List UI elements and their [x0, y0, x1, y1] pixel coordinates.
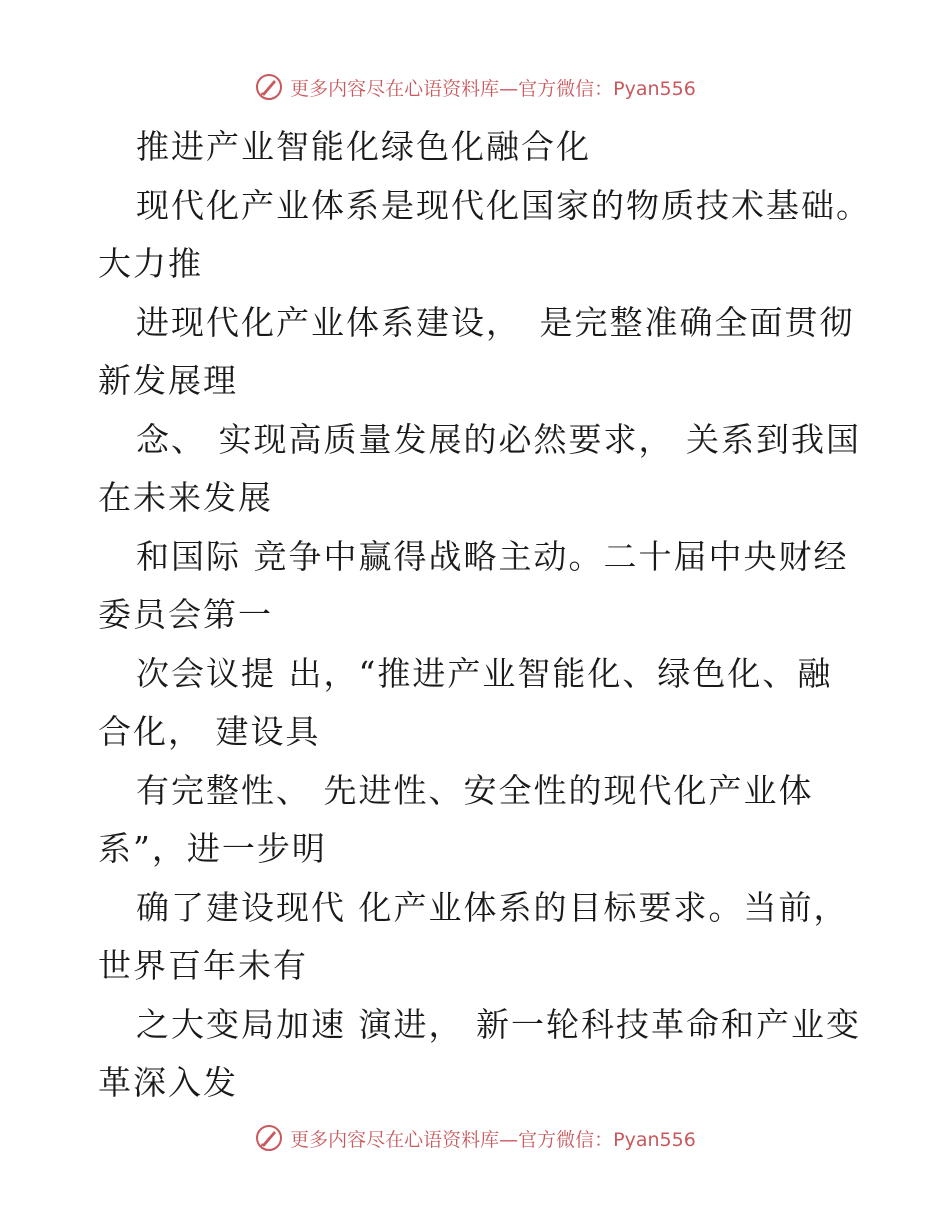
text-line: 念、 实现高质量发展的必然要求， 关系到我国: [136, 419, 861, 459]
text-line: 系”，进一步明: [98, 829, 327, 868]
heading-line: 推进产业智能化绿色化融合化: [136, 127, 591, 166]
text-line: 确了建设现代 化产业体系的目标要求。当前，: [136, 887, 849, 927]
watermark-text: 更多内容尽在心语资料库—官方微信：Pyan556: [290, 1128, 696, 1151]
text-line: 革深入发: [98, 1063, 238, 1102]
quill-logo-icon: [254, 1123, 284, 1153]
text-line: 进现代化产业体系建设， 是完整准确全面贯彻: [136, 302, 855, 342]
quill-logo-icon: [254, 72, 284, 102]
header-watermark: [0, 72, 950, 102]
text-line: 大力推: [98, 244, 203, 283]
text-line: 新发展理: [98, 361, 238, 400]
footer-watermark: [0, 1123, 950, 1153]
text-line: 委员会第一: [98, 595, 273, 634]
text-line: 之大变局加速 演进， 新一轮科技革命和产业变: [136, 1004, 861, 1044]
text-line: 次会议提 出，“推进产业智能化、绿色化、融: [136, 653, 833, 693]
text-line: 世界百年未有: [98, 946, 308, 985]
text-line: 和国际 竞争中赢得战略主动。二十届中央财经: [136, 536, 849, 576]
text-line: 在未来发展: [98, 478, 273, 517]
text-line: 有完整性、 先进性、安全性的现代化产业体: [136, 770, 814, 810]
text-line: 合化， 建设具: [98, 712, 321, 751]
watermark-text: 更多内容尽在心语资料库—官方微信：Pyan556: [290, 77, 696, 100]
text-line: 现代化产业体系是现代化国家的物质技术基础。: [136, 185, 871, 225]
document-body: [98, 118, 871, 1113]
